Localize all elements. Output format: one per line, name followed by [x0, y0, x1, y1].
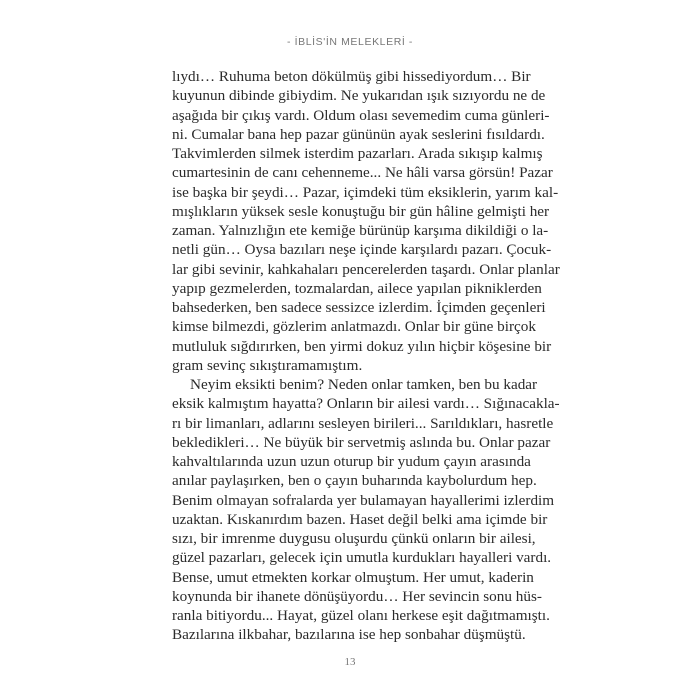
- paragraph: [172, 375, 560, 645]
- body-text: [172, 67, 560, 645]
- text-line: cumartesinin de canı cehenneme... Ne hâli varsa görsün! Pazar: [172, 164, 553, 182]
- text-line: Bense, umut etmekten korkar olmuştum. Her umut, kaderin: [172, 568, 534, 586]
- running-header: - İBLİS'İN MELEKLERİ -: [286, 36, 414, 48]
- text-line: zaman. Yalnızlığın ete kemiğe bürünüp karşıma dikildiği o la-: [172, 222, 549, 239]
- paragraph: [172, 67, 560, 375]
- text-line: lar gibi sevinir, kahkahaları pencerelerden taşardı. Onlar planlar: [172, 260, 560, 278]
- text-line: Takvimlerden silmek isterdim pazarları. Arada sıkışıp kalmış: [172, 145, 543, 162]
- text-line: gram sevinç sıkıştıramamıştım.: [172, 356, 363, 374]
- text-line: Bazılarına ilkbahar, bazılarına ise hep sonbahar düşmüştü.: [172, 626, 526, 644]
- text-line: ni. Cumalar bana hep pazar gününün ayak seslerini fısıldardı.: [172, 125, 545, 143]
- text-line: aşağıda bir çıkış vardı. Oldum olası sevemedim cuma günleri-: [172, 106, 550, 124]
- text-line: mışlıkların yüksek sesle konuştuğu bir gün hâline gelmişti her: [172, 202, 550, 220]
- text-line: koynunda bir ihanete dönüşüyordu… Her sevincin sonu hüs-: [172, 587, 542, 605]
- text-line: uzaktan. Kıskanırdım bazen. Haset değil belki ama içimde bir: [172, 510, 548, 528]
- text-line: kimse bilmezdi, gözlerim anlatmazdı. Onlar bir güne birçok: [172, 318, 536, 336]
- text-line: sızı, bir imrenme duygusu oluşurdu çünkü onların bir ailesi,: [172, 530, 536, 547]
- text-line: yapıp gezmelerden, tozmalardan, ailece yapılan pikniklerden: [172, 279, 542, 297]
- page-number: 13: [344, 656, 356, 668]
- text-line: bekledikleri… Ne büyük bir servetmiş aslında bu. Onlar pazar: [172, 433, 551, 451]
- text-line: eksik kalmıştım hayatta? Onların bir ailesi vardı… Sığınacakla-: [172, 395, 560, 413]
- text-line: lıydı… Ruhuma beton dökülmüş gibi hissediyordum… Bir: [172, 68, 531, 85]
- text-line: ranla bitiyordu... Hayat, güzel olanı herkese eşit dağıtmamıştı.: [172, 607, 550, 624]
- text-line: güzel pazarları, gelecek için umutla kurdukları hayalleri vardı.: [172, 549, 552, 567]
- text-line: anılar paylaşırken, ben o çayın buharında kaybolurdum hep.: [172, 472, 537, 490]
- text-line: rı bir limanları, adlarını sesleyen birileri... Sarıldıkları, hasretle: [172, 414, 554, 432]
- text-line: mutluluk sığdırırken, ben yirmi dokuz yılın hiçbir köşesine bir: [172, 337, 552, 355]
- text-line: Benim olmayan sofralarda yer bulamayan hayallerimi izlerdim: [172, 491, 555, 509]
- text-line: ise başka bir şeydi… Pazar, içimdeki tüm eksiklerin, yarım kal-: [172, 183, 559, 201]
- text-line: kahvaltılarında uzun uzun oturup bir yudum çayın arasında: [172, 453, 531, 470]
- text-line: Neyim eksikti benim? Neden onlar tamken, ben bu kadar: [190, 376, 538, 393]
- text-line: netli gün… Oysa bazıları neşe içinde karşılardı pazarı. Çocuk-: [172, 241, 552, 259]
- text-line: bahsederken, ben sadece sessizce izlerdim. İçimden geçenleri: [172, 299, 546, 316]
- text-line: kuyunun dibinde gibiydim. Ne yukarıdan ışık sızıyordu ne de: [172, 87, 546, 105]
